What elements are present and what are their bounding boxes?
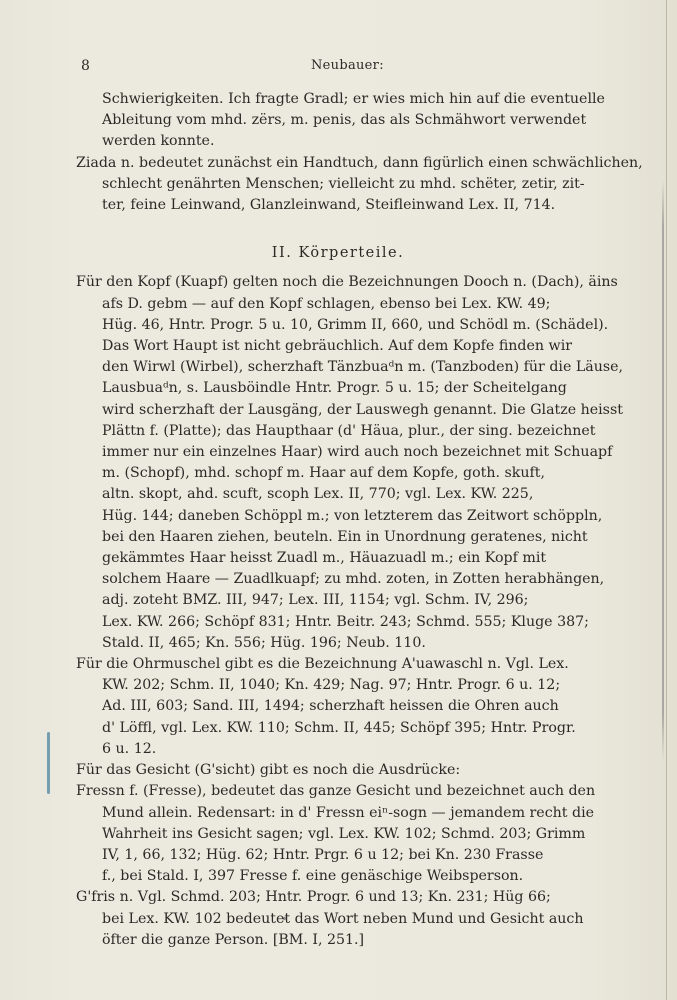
text-line: ter, feine Leinwand, Glanzleinwand, Steifleinwand Lex. II, 714. <box>102 197 556 214</box>
text-line: werden konnte. <box>102 133 215 150</box>
text-line: Mund allein. Redensart: in d' Fressn eiⁿ-sogn — jemandem recht die <box>102 804 595 821</box>
text-line: f., bei Stald. I, 397 Fresse f. eine genäschige Weibsperson. <box>102 868 524 885</box>
text-line: wird scherzhaft der Lausgäng, der Lauswegh genannt. Die Glatze heisst <box>102 401 623 418</box>
text-line: Schwierigkeiten. Ich fragte Gradl; er wies mich hin auf die eventuelle <box>102 91 605 107</box>
text-line: schlecht genährten Menschen; vielleicht zu mhd. schëter, zetir, zit- <box>102 175 585 192</box>
paragraph-ohrmuschel <box>76 654 600 760</box>
page-fold-edge <box>666 0 667 1000</box>
text-line: Wahrheit ins Gesicht sagen; vgl. Lex. KW. 102; Schmd. 203; Grimm <box>102 825 586 842</box>
text-line: bei den Haaren ziehen, beuteln. Ein in Unordnung geratenes, nicht <box>102 528 588 545</box>
paragraph-gesicht <box>76 760 600 781</box>
text-line: Ableitung vom mhd. zërs, m. penis, das als Schmähwort verwendet <box>102 112 587 129</box>
text-line: Ad. III, 603; Sand. III, 1494; scherzhaft heissen die Ohren auch <box>102 698 559 715</box>
paragraph-fressn <box>76 781 600 887</box>
text-line: Fressn f. (Fresse), bedeutet das ganze Gesicht und bezeichnet auch den <box>76 783 596 800</box>
text-line: Für das Gesicht (G'sicht) gibt es noch die Ausdrücke: <box>76 762 461 779</box>
paragraph-ziada <box>76 153 643 217</box>
paragraph-kopf <box>76 272 624 654</box>
text-line: solchem Haare — Zuadlkuapf; zu mhd. zoten, in Zotten herabhängen, <box>102 571 605 588</box>
text-line: KW. 202; Schm. II, 1040; Kn. 429; Nag. 97; Hntr. Progr. 6 u. 12; <box>102 677 561 694</box>
text-line: 6 u. 12. <box>102 740 157 757</box>
section-heading: II. Körperteile. <box>271 245 405 262</box>
text-line: Lausbuaᵈn, s. Lausböindle Hntr. Progr. 5 u. 15; der Scheitelgang <box>102 380 567 397</box>
text-line: immer nur ein einzelnes Haar) wird auch noch bezeichnet mit Schuapf <box>102 444 613 461</box>
text-line: m. (Schopf), mhd. schopf m. Haar auf dem Kopfe, goth. skuft, <box>102 465 545 482</box>
text-line: afs D. gebm — auf den Kopf schlagen, ebenso bei Lex. KW. 49; <box>102 295 551 312</box>
text-line: Hüg. 144; daneben Schöppl m.; von letzterem das Zeitwort schöppln, <box>102 507 603 524</box>
text-line: Für den Kopf (Kuapf) gelten noch die Bezeichnungen Dooch n. (Dach), äins <box>76 274 618 291</box>
text-line: öfter die ganze Person. [BM. I, 251.] <box>102 931 365 948</box>
text-line: Für die Ohrmuschel gibt es die Bezeichnung A'uawaschl n. Vgl. Lex. <box>76 656 569 673</box>
text-line: Ziada n. bedeutet zunächst ein Handtuch, dann figürlich einen schwächlichen, <box>76 154 643 171</box>
body-text <box>76 89 643 951</box>
text-line: Hüg. 46, Hntr. Progr. 5 u. 10, Grimm II, 660, und Schödl m. (Schädel). <box>102 316 609 333</box>
text-line: Das Wort Haupt ist nicht gebräuchlich. Auf dem Kopfe finden wir <box>102 338 573 355</box>
text-line: gekämmtes Haar heisst Zuadl m., Häuazuadl m.; ein Kopf mit <box>102 550 547 567</box>
text-line: d' Löffl, vgl. Lex. KW. 110; Schm. II, 445; Schöpf 395; Hntr. Progr. <box>102 719 576 736</box>
text-line: IV, 1, 66, 132; Hüg. 62; Hntr. Prgr. 6 u 12; bei Kn. 230 Frasse <box>102 846 544 863</box>
text-line: Plättn f. (Platte); das Haupthaar (d' Häua, plur., der sing. bezeichnet <box>102 422 596 439</box>
margin-pencil-line <box>662 180 664 760</box>
text-line: Stald. II, 465; Kn. 556; Hüg. 196; Neub. 110. <box>102 634 426 651</box>
text-line: Lex. KW. 266; Schöpf 831; Hntr. Beitr. 243; Schmd. 555; Kluge 387; <box>102 613 589 630</box>
text-line: G'fris n. Vgl. Schmd. 203; Hntr. Progr. 6 und 13; Kn. 231; Hüg 66; <box>76 889 551 906</box>
margin-pencil-mark <box>47 732 50 794</box>
text-line: altn. skopt, ahd. scuft, scoph Lex. II, 770; vgl. Lex. KW. 225, <box>102 486 534 503</box>
text-line: bei Lex. KW. 102 bedeutet das Wort neben Mund und Gesicht auch <box>102 910 584 927</box>
text-line: adj. zoteht BMZ. III, 947; Lex. III, 1154; vgl. Schm. IV, 296; <box>102 592 529 609</box>
running-head: Neubauer: <box>311 58 384 73</box>
text-line: den Wirwl (Wirbel), scherzhaft Tänzbuaᵈn m. (Tanzboden) für die Läuse, <box>102 359 624 376</box>
paragraph-schwierigkeiten <box>76 89 605 153</box>
page-number: 8 <box>81 58 90 74</box>
paragraph-gfris <box>76 887 600 951</box>
